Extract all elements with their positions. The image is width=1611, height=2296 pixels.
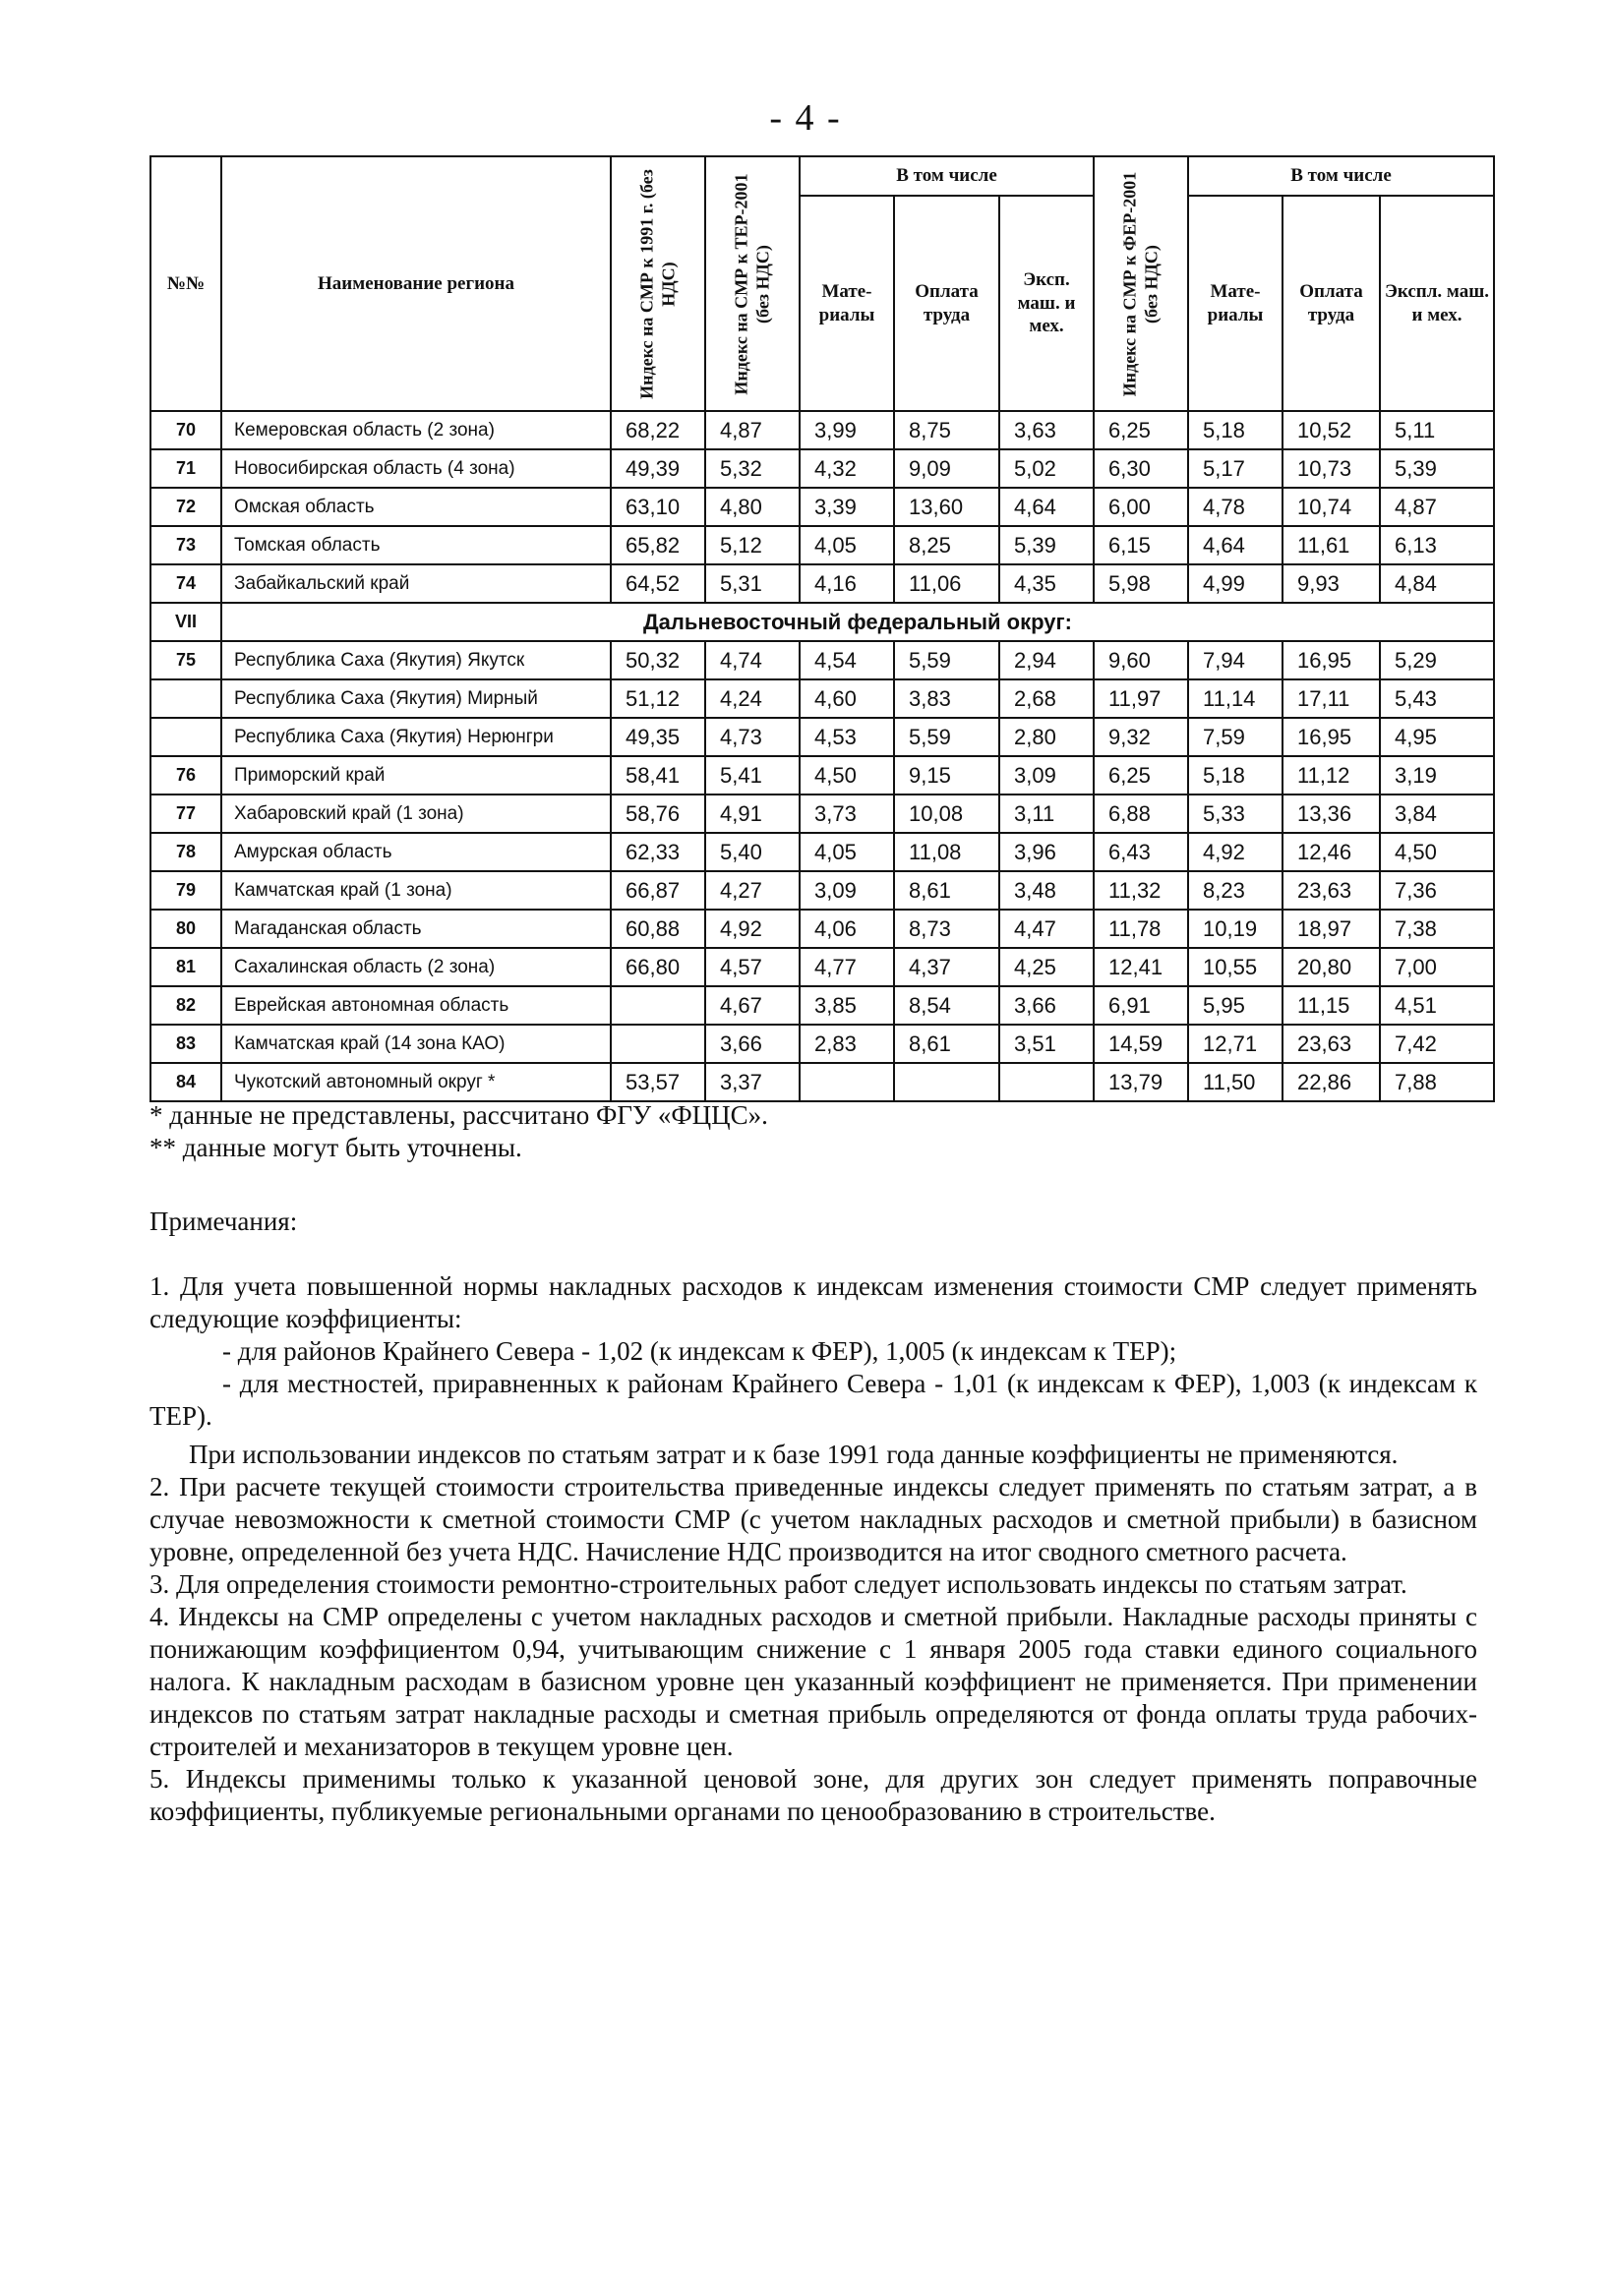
row-number: 75 xyxy=(150,641,221,679)
value-cell: 7,36 xyxy=(1380,871,1494,910)
value-cell: 5,31 xyxy=(705,564,800,603)
table-row xyxy=(150,795,1494,833)
row-number: 84 xyxy=(150,1063,221,1101)
value-cell: 8,25 xyxy=(894,526,999,564)
table-row xyxy=(150,756,1494,795)
value-cell xyxy=(611,986,705,1025)
row-number: 74 xyxy=(150,564,221,603)
value-cell: 4,73 xyxy=(705,718,800,756)
footnote-double-star: ** данные могут быть уточнены. xyxy=(149,1133,522,1162)
row-number: VII xyxy=(150,603,221,641)
value-cell: 7,59 xyxy=(1188,718,1283,756)
value-cell: 10,52 xyxy=(1283,411,1380,449)
value-cell: 5,40 xyxy=(705,833,800,871)
note-2: 2. При расчете текущей стоимости строительства приведенные индексы следует применять по статьям затрат, а в случае невозможности к сметной стоимости СМР (с учетом накладных расходов и сметной прибыли) в базисном уровне, определенной без учета НДС. Начисление НДС производится на итог сводного сметного расчета. xyxy=(149,1472,1477,1566)
value-cell: 23,63 xyxy=(1283,1025,1380,1063)
value-cell: 5,41 xyxy=(705,756,800,795)
value-cell: 5,39 xyxy=(1380,449,1494,488)
value-cell: 23,63 xyxy=(1283,871,1380,910)
row-number: 79 xyxy=(150,871,221,910)
note-1b: - для местностей, приравненных к районам Крайнего Севера - 1,01 (к индексам к ФЕР), 1,003 (к индексам к ТЕР). xyxy=(149,1369,1477,1431)
header-ter-materials: Мате-риалы xyxy=(800,196,894,411)
value-cell: 3,11 xyxy=(999,795,1094,833)
value-cell: 11,06 xyxy=(894,564,999,603)
value-cell: 4,50 xyxy=(1380,833,1494,871)
value-cell: 4,74 xyxy=(705,641,800,679)
value-cell: 7,00 xyxy=(1380,948,1494,986)
note-5: 5. Индексы применимы только к указанной ценовой зоне, для других зон следует применять поправочные коэффициенты, публикуемые региональными органами по ценообразованию в строительстве. xyxy=(149,1764,1477,1826)
table-row xyxy=(150,641,1494,679)
row-number: 83 xyxy=(150,1025,221,1063)
value-cell: 3,99 xyxy=(800,411,894,449)
value-cell: 4,24 xyxy=(705,679,800,718)
header-fer-machines: Экспл. маш. и мех. xyxy=(1380,196,1494,411)
value-cell: 49,39 xyxy=(611,449,705,488)
region-name: Магаданская область xyxy=(221,910,611,948)
value-cell: 4,67 xyxy=(705,986,800,1025)
note-1c: При использовании индексов по статьям затрат и к базе 1991 года данные коэффициенты не применяются. xyxy=(189,1440,1399,1469)
value-cell: 2,94 xyxy=(999,641,1094,679)
region-name: Камчатская край (14 зона КАО) xyxy=(221,1025,611,1063)
value-cell: 9,93 xyxy=(1283,564,1380,603)
value-cell: 2,83 xyxy=(800,1025,894,1063)
value-cell: 8,75 xyxy=(894,411,999,449)
value-cell: 5,59 xyxy=(894,718,999,756)
value-cell: 5,11 xyxy=(1380,411,1494,449)
region-name: Приморский край xyxy=(221,756,611,795)
value-cell: 8,23 xyxy=(1188,871,1283,910)
header-group-fer: В том числе xyxy=(1188,156,1494,196)
value-cell: 3,66 xyxy=(999,986,1094,1025)
value-cell: 4,95 xyxy=(1380,718,1494,756)
value-cell: 9,60 xyxy=(1094,641,1188,679)
value-cell: 4,57 xyxy=(705,948,800,986)
value-cell: 5,29 xyxy=(1380,641,1494,679)
row-number: 70 xyxy=(150,411,221,449)
value-cell: 3,96 xyxy=(999,833,1094,871)
value-cell xyxy=(999,1063,1094,1101)
value-cell: 9,32 xyxy=(1094,718,1188,756)
value-cell: 2,68 xyxy=(999,679,1094,718)
value-cell: 11,50 xyxy=(1188,1063,1283,1101)
value-cell: 4,80 xyxy=(705,488,800,526)
value-cell: 11,12 xyxy=(1283,756,1380,795)
table-row xyxy=(150,411,1494,449)
value-cell: 10,74 xyxy=(1283,488,1380,526)
row-number: 71 xyxy=(150,449,221,488)
note-1: 1. Для учета повышенной нормы накладных расходов к индексам изменения стоимости СМР следует применять следующие коэффициенты: xyxy=(149,1271,1477,1333)
value-cell: 3,37 xyxy=(705,1063,800,1101)
value-cell: 5,43 xyxy=(1380,679,1494,718)
row-number: 82 xyxy=(150,986,221,1025)
value-cell: 4,64 xyxy=(999,488,1094,526)
value-cell: 68,22 xyxy=(611,411,705,449)
row-number: 78 xyxy=(150,833,221,871)
value-cell: 11,08 xyxy=(894,833,999,871)
page-number: - 4 - xyxy=(769,97,842,139)
value-cell: 11,14 xyxy=(1188,679,1283,718)
value-cell: 4,06 xyxy=(800,910,894,948)
value-cell: 5,18 xyxy=(1188,756,1283,795)
value-cell: 4,99 xyxy=(1188,564,1283,603)
value-cell: 10,73 xyxy=(1283,449,1380,488)
value-cell: 11,32 xyxy=(1094,871,1188,910)
region-name: Омская область xyxy=(221,488,611,526)
table-row xyxy=(150,833,1494,871)
row-number xyxy=(150,679,221,718)
table-row xyxy=(150,718,1494,756)
value-cell: 4,54 xyxy=(800,641,894,679)
value-cell: 11,15 xyxy=(1283,986,1380,1025)
table-row xyxy=(150,871,1494,910)
header-num: №№ xyxy=(150,156,221,411)
value-cell xyxy=(800,1063,894,1101)
region-name: Сахалинская область (2 зона) xyxy=(221,948,611,986)
row-number: 77 xyxy=(150,795,221,833)
table-row xyxy=(150,910,1494,948)
value-cell: 6,91 xyxy=(1094,986,1188,1025)
value-cell: 8,61 xyxy=(894,1025,999,1063)
notes-heading: Примечания: xyxy=(149,1207,298,1236)
row-number: 76 xyxy=(150,756,221,795)
value-cell: 5,12 xyxy=(705,526,800,564)
value-cell: 6,25 xyxy=(1094,756,1188,795)
notes-section xyxy=(149,1206,1477,1828)
value-cell: 6,30 xyxy=(1094,449,1188,488)
value-cell: 66,87 xyxy=(611,871,705,910)
value-cell: 7,42 xyxy=(1380,1025,1494,1063)
value-cell: 3,09 xyxy=(800,871,894,910)
district-title: Дальневосточный федеральный округ: xyxy=(221,603,1494,641)
value-cell: 5,33 xyxy=(1188,795,1283,833)
value-cell: 16,95 xyxy=(1283,718,1380,756)
table-row xyxy=(150,948,1494,986)
row-number: 81 xyxy=(150,948,221,986)
value-cell: 17,11 xyxy=(1283,679,1380,718)
value-cell: 22,86 xyxy=(1283,1063,1380,1101)
value-cell: 12,41 xyxy=(1094,948,1188,986)
header-ter-machines: Эксп. маш. и мех. xyxy=(999,196,1094,411)
table-row xyxy=(150,488,1494,526)
note-4: 4. Индексы на СМР определены с учетом накладных расходов и сметной прибыли. Накладные расходы приняты с понижающим коэффициентом 0,94, учитывающим снижение с 1 января 2005 года ставки единого социального налога. К накладным расходам в базисном уровне цен указанный коэффициент не применяется. При применении индексов по статьям затрат накладные расходы и сметная прибыль определяются от фонда оплаты труда рабочих-строителей и механизаторов в текущем уровне цен. xyxy=(149,1602,1477,1761)
value-cell: 3,51 xyxy=(999,1025,1094,1063)
region-name: Еврейская автономная область xyxy=(221,986,611,1025)
value-cell: 6,00 xyxy=(1094,488,1188,526)
value-cell: 4,35 xyxy=(999,564,1094,603)
value-cell: 4,78 xyxy=(1188,488,1283,526)
region-name: Республика Саха (Якутия) Мирный xyxy=(221,679,611,718)
region-name: Камчатская край (1 зона) xyxy=(221,871,611,910)
table-row xyxy=(150,449,1494,488)
header-region-name: Наименование региона xyxy=(221,156,611,411)
footnote-star: * данные не представлены, рассчитано ФГУ «ФЦЦС». xyxy=(149,1100,768,1130)
value-cell: 65,82 xyxy=(611,526,705,564)
value-cell: 4,32 xyxy=(800,449,894,488)
value-cell: 4,47 xyxy=(999,910,1094,948)
value-cell: 5,95 xyxy=(1188,986,1283,1025)
value-cell: 3,84 xyxy=(1380,795,1494,833)
region-name: Чукотский автономный округ * xyxy=(221,1063,611,1101)
region-name: Республика Саха (Якутия) Нерюнгри xyxy=(221,718,611,756)
header-index-1991: Индекс на СМР к 1991 г. (без НДС) xyxy=(611,156,705,411)
table-row xyxy=(150,679,1494,718)
row-number xyxy=(150,718,221,756)
value-cell: 5,17 xyxy=(1188,449,1283,488)
value-cell: 4,05 xyxy=(800,833,894,871)
value-cell: 4,37 xyxy=(894,948,999,986)
value-cell xyxy=(611,1025,705,1063)
region-name: Забайкальский край xyxy=(221,564,611,603)
value-cell: 4,25 xyxy=(999,948,1094,986)
value-cell: 63,10 xyxy=(611,488,705,526)
row-number: 80 xyxy=(150,910,221,948)
value-cell: 3,66 xyxy=(705,1025,800,1063)
value-cell: 4,16 xyxy=(800,564,894,603)
region-name: Хабаровский край (1 зона) xyxy=(221,795,611,833)
header-fer-materials: Мате-риалы xyxy=(1188,196,1283,411)
value-cell: 5,98 xyxy=(1094,564,1188,603)
value-cell: 5,18 xyxy=(1188,411,1283,449)
value-cell: 20,80 xyxy=(1283,948,1380,986)
value-cell: 64,52 xyxy=(611,564,705,603)
value-cell: 3,63 xyxy=(999,411,1094,449)
value-cell: 50,32 xyxy=(611,641,705,679)
value-cell: 7,38 xyxy=(1380,910,1494,948)
value-cell: 3,19 xyxy=(1380,756,1494,795)
value-cell: 4,87 xyxy=(705,411,800,449)
header-index-fer: Индекс на СМР к ФЕР-2001 (без НДС) xyxy=(1094,156,1188,411)
value-cell: 6,88 xyxy=(1094,795,1188,833)
region-name: Кемеровская область (2 зона) xyxy=(221,411,611,449)
header-ter-labor: Оплата труда xyxy=(894,196,999,411)
table-row xyxy=(150,1025,1494,1063)
value-cell: 53,57 xyxy=(611,1063,705,1101)
value-cell: 13,36 xyxy=(1283,795,1380,833)
value-cell: 4,92 xyxy=(1188,833,1283,871)
value-cell: 12,46 xyxy=(1283,833,1380,871)
value-cell: 6,15 xyxy=(1094,526,1188,564)
value-cell: 51,12 xyxy=(611,679,705,718)
value-cell: 18,97 xyxy=(1283,910,1380,948)
header-group-ter: В том числе xyxy=(800,156,1094,196)
value-cell: 4,77 xyxy=(800,948,894,986)
value-cell: 4,50 xyxy=(800,756,894,795)
region-name: Амурская область xyxy=(221,833,611,871)
table-row xyxy=(150,1063,1494,1101)
footnotes xyxy=(149,1099,1477,1164)
value-cell: 4,53 xyxy=(800,718,894,756)
value-cell: 3,83 xyxy=(894,679,999,718)
value-cell: 66,80 xyxy=(611,948,705,986)
table-body xyxy=(150,411,1494,1101)
value-cell: 11,78 xyxy=(1094,910,1188,948)
value-cell: 7,88 xyxy=(1380,1063,1494,1101)
value-cell: 10,19 xyxy=(1188,910,1283,948)
region-name: Республика Саха (Якутия) Якутск xyxy=(221,641,611,679)
value-cell: 4,92 xyxy=(705,910,800,948)
value-cell: 4,64 xyxy=(1188,526,1283,564)
value-cell: 4,87 xyxy=(1380,488,1494,526)
value-cell: 16,95 xyxy=(1283,641,1380,679)
regional-index-table xyxy=(149,155,1495,1102)
value-cell: 62,33 xyxy=(611,833,705,871)
value-cell xyxy=(894,1063,999,1101)
value-cell: 4,60 xyxy=(800,679,894,718)
value-cell: 8,61 xyxy=(894,871,999,910)
value-cell: 10,08 xyxy=(894,795,999,833)
value-cell: 11,97 xyxy=(1094,679,1188,718)
value-cell: 11,61 xyxy=(1283,526,1380,564)
district-row xyxy=(150,603,1494,641)
value-cell: 10,55 xyxy=(1188,948,1283,986)
value-cell: 6,43 xyxy=(1094,833,1188,871)
value-cell: 8,73 xyxy=(894,910,999,948)
value-cell: 49,35 xyxy=(611,718,705,756)
value-cell: 3,48 xyxy=(999,871,1094,910)
region-name: Новосибирская область (4 зона) xyxy=(221,449,611,488)
value-cell: 58,41 xyxy=(611,756,705,795)
header-fer-labor: Оплата труда xyxy=(1283,196,1380,411)
value-cell: 5,02 xyxy=(999,449,1094,488)
value-cell: 5,39 xyxy=(999,526,1094,564)
value-cell: 3,73 xyxy=(800,795,894,833)
value-cell: 6,13 xyxy=(1380,526,1494,564)
row-number: 73 xyxy=(150,526,221,564)
value-cell: 13,60 xyxy=(894,488,999,526)
value-cell: 12,71 xyxy=(1188,1025,1283,1063)
value-cell: 4,91 xyxy=(705,795,800,833)
value-cell: 4,84 xyxy=(1380,564,1494,603)
value-cell: 9,15 xyxy=(894,756,999,795)
value-cell: 60,88 xyxy=(611,910,705,948)
value-cell: 4,05 xyxy=(800,526,894,564)
value-cell: 2,80 xyxy=(999,718,1094,756)
note-1a: - для районов Крайнего Севера - 1,02 (к индексам к ФЕР), 1,005 (к индексам к ТЕР); xyxy=(222,1336,1177,1366)
value-cell: 14,59 xyxy=(1094,1025,1188,1063)
value-cell: 3,39 xyxy=(800,488,894,526)
table-row xyxy=(150,986,1494,1025)
table-row xyxy=(150,526,1494,564)
value-cell: 9,09 xyxy=(894,449,999,488)
value-cell: 7,94 xyxy=(1188,641,1283,679)
value-cell: 4,27 xyxy=(705,871,800,910)
header-index-ter: Индекс на СМР к ТЕР-2001 (без НДС) xyxy=(705,156,800,411)
table-row xyxy=(150,564,1494,603)
value-cell: 13,79 xyxy=(1094,1063,1188,1101)
value-cell: 6,25 xyxy=(1094,411,1188,449)
row-number: 72 xyxy=(150,488,221,526)
value-cell: 8,54 xyxy=(894,986,999,1025)
value-cell: 3,09 xyxy=(999,756,1094,795)
value-cell: 3,85 xyxy=(800,986,894,1025)
value-cell: 58,76 xyxy=(611,795,705,833)
value-cell: 5,32 xyxy=(705,449,800,488)
region-name: Томская область xyxy=(221,526,611,564)
value-cell: 5,59 xyxy=(894,641,999,679)
note-3: 3. Для определения стоимости ремонтно-строительных работ следует использовать индексы по статьям затрат. xyxy=(149,1569,1407,1599)
value-cell: 4,51 xyxy=(1380,986,1494,1025)
